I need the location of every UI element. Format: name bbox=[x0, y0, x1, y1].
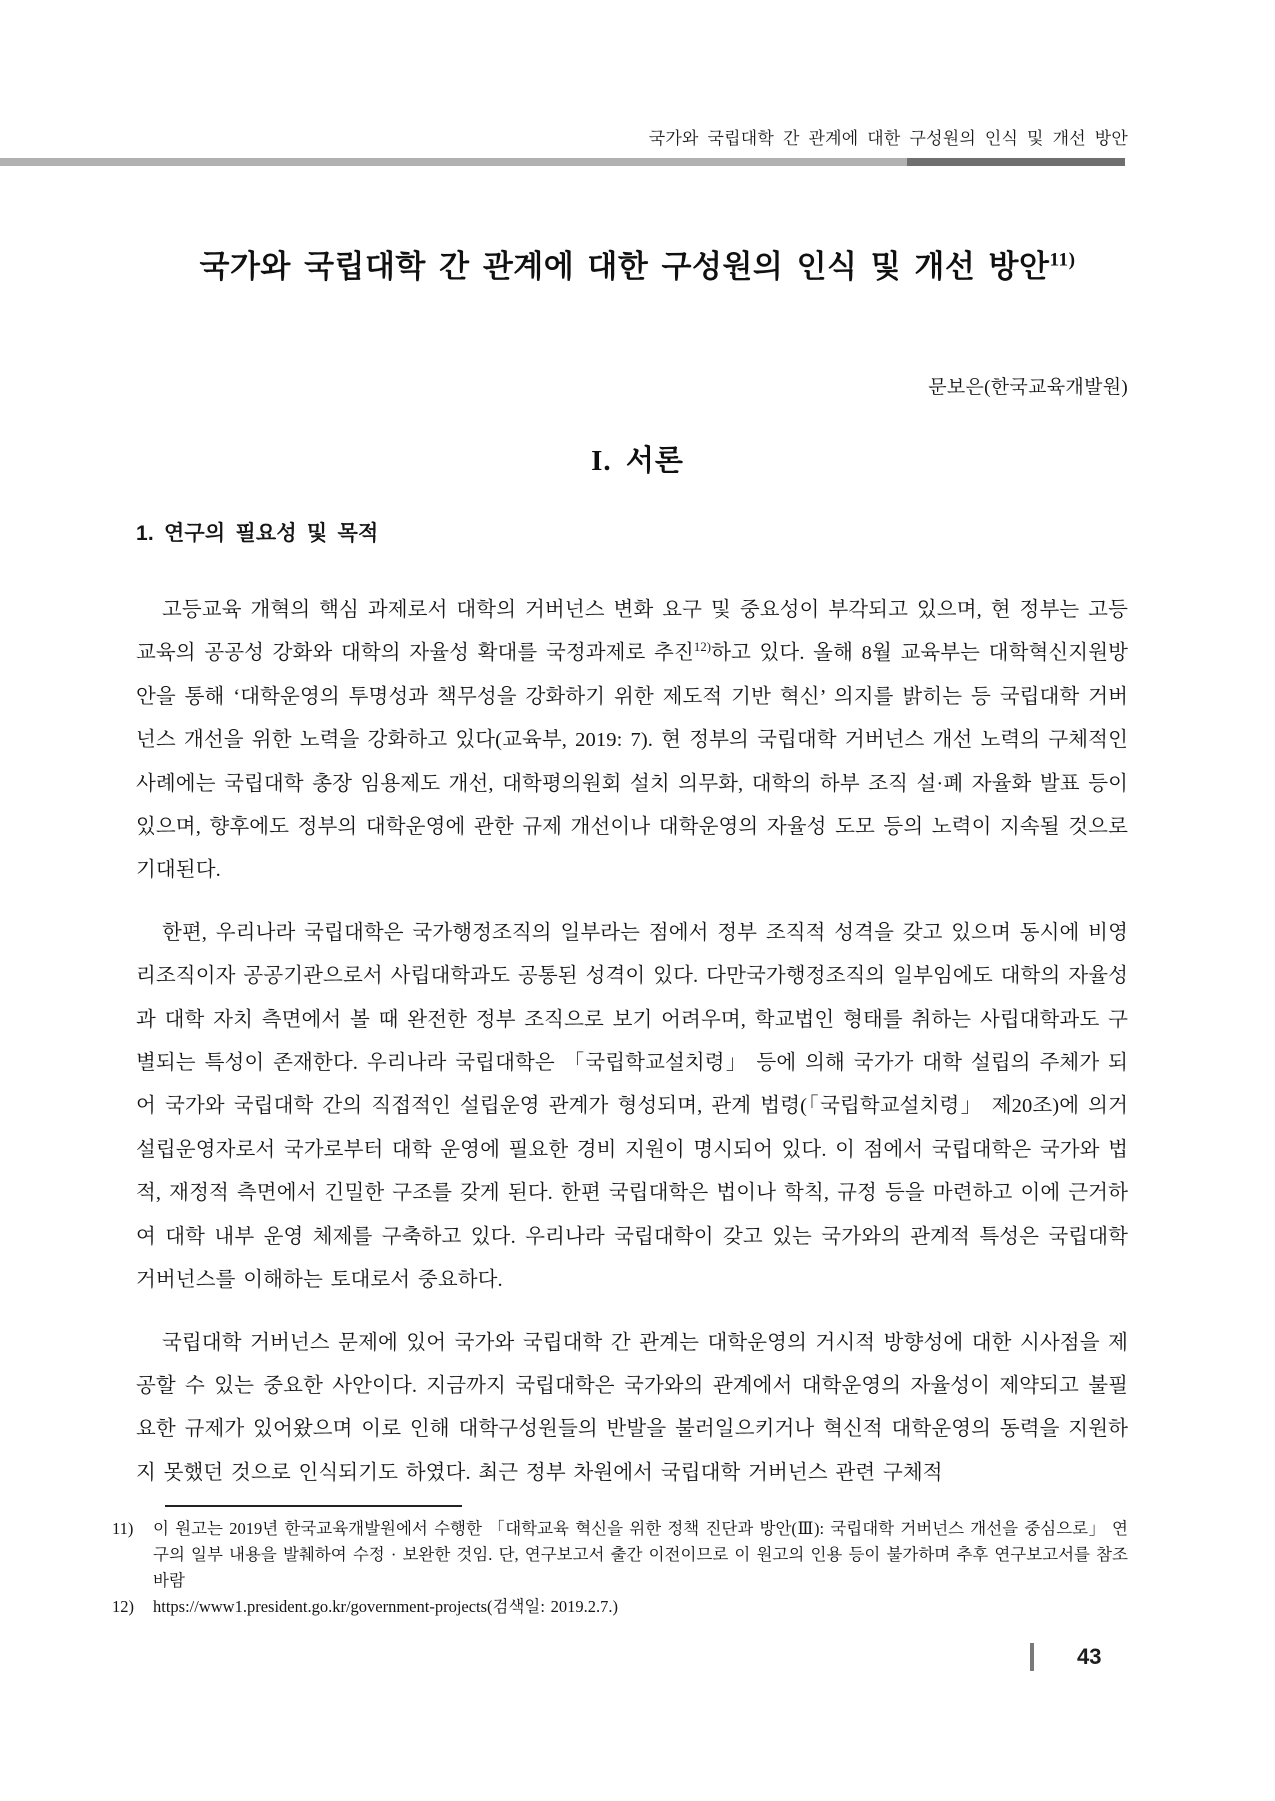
footnote-11-label: 11) bbox=[112, 1519, 134, 1538]
paragraph-3: 국립대학 거버넌스 문제에 있어 국가와 국립대학 간 관계는 대학운영의 거시적 방향성에 대한 시사점을 제공할 수 있는 중요한 사안이다. 지금까지 국립대학은 국가와의 관계에서 대학운영의 자율성이 제약되고 불필요한 규제가 있어왔으며 이로 인해 대학구성원들의 반발을 불러일으키거나 혁신적 대학운영의 동력을 지원하지 못했던 것으로 인식되기도 하였다. 최근 정부 차원에서 국립대학 거버넌스 관련 구체적 bbox=[136, 1331, 1128, 1484]
paragraph-1 bbox=[136, 589, 1128, 893]
header-rule-light-segment bbox=[0, 158, 907, 166]
page-number-bar bbox=[1030, 1643, 1034, 1671]
running-header-title: 국가와 국립대학 간 관계에 대한 구성원의 인식 및 개선 방안 bbox=[648, 129, 1128, 148]
page-number-row bbox=[1030, 1643, 1101, 1671]
footnote-ref-12: 12) bbox=[693, 640, 712, 655]
header-rule-dark-segment bbox=[907, 158, 1125, 166]
article-title bbox=[0, 241, 1275, 286]
footnote-separator bbox=[165, 1505, 462, 1507]
title-footnote-ref: 11) bbox=[1049, 249, 1076, 271]
footnote-12-text: https://www1.president.go.kr/government-projects(검색일: 2019.2.7.) bbox=[153, 1597, 618, 1616]
footnote-12 bbox=[112, 1594, 1128, 1620]
footnote-12-label: 12) bbox=[112, 1597, 134, 1616]
paragraph-1-text-before-ref: 고등교육 개혁의 핵심 과제로서 대학의 거버넌스 변화 요구 및 중요성이 부각되고 있으며, 현 정부는 고등교육의 공공성 강화와 대학의 자율성 확대를 국정과제로 추진 bbox=[136, 599, 1128, 665]
footnotes-section bbox=[112, 1505, 1128, 1620]
article-title-text: 국가와 국립대학 간 관계에 대한 구성원의 인식 및 개선 방안 bbox=[199, 249, 1050, 284]
paragraph-2: 한편, 우리나라 국립대학은 국가행정조직의 일부라는 점에서 정부 조직적 성격을 갖고 있으며 동시에 비영리조직이자 공공기관으로서 사립대학과도 공통된 성격이 있다. 다만국가행정조직의 일부임에도 대학의 자율성과 대학 자치 측면에서 볼 때 완전한 정부 조직으로 보기 어려우며, 학교법인 형태를 취하는 사립대학과도 구별되는 특성이 존재한다. 우리나라 국립대학은 「국립학교설치령」 등에 의해 국가가 대학 설립의 주체가 되어 국가와 국립대학 간의 직접적인 설립운영 관계가 형성되며, 관계 법령(「국립학교설치령」 제20조)에 의거 설립운영자로서 국가로부터 대학 운영에 필요한 경비 지원이 명시되어 있다. 이 점에서 국립대학은 국가와 법적, 재정적 측면에서 긴밀한 구조를 갖게 된다. 한편 국립대학은 법이나 학칙, 규정 등을 마련하고 이에 근거하여 대학 내부 운영 체제를 구축하고 있다. 우리나라 국립대학이 갖고 있는 국가와의 관계적 특성은 국립대학 거버넌스를 이해하는 토대로서 중요하다. bbox=[136, 921, 1128, 1292]
article-body bbox=[136, 589, 1128, 1514]
paragraph-1-text-after-ref: 하고 있다. 올해 8월 교육부는 대학혁신지원방안을 통해 ‘대학운영의 투명성과 책무성을 강화하기 위한 제도적 기반 혁신’ 의지를 밝히는 등 국립대학 거버넌스 개선을 위한 노력을 강화하고 있다(교육부, 2019: 7). 현 정부의 국립대학 거버넌스 개선 노력의 구체적인 사례에는 국립대학 총장 임용제도 개선, 대학평의원회 설치 의무화, 대학의 하부 조직 설·폐 자율화 발표 등이 있으며, 향후에도 정부의 대학운영에 관한 규제 개선이나 대학운영의 자율성 도모 등의 노력이 지속될 것으로 기대된다. bbox=[136, 642, 1129, 882]
section-heading: I. 서론 bbox=[591, 445, 684, 477]
subsection-heading: 1. 연구의 필요성 및 목적 bbox=[136, 522, 379, 545]
footnote-11-text: 이 원고는 2019년 한국교육개발원에서 수행한 「대학교육 혁신을 위한 정책 진단과 방안(Ⅲ): 국립대학 거버넌스 개선을 중심으로」 연구의 일부 내용을 발췌하여 수정 · 보완한 것임. 단, 연구보고서 출간 이전이므로 이 원고의 인용 등이 불가하며 추후 연구보고서를 참조 바람 bbox=[153, 1519, 1128, 1590]
header-rule bbox=[0, 158, 1125, 166]
footnote-11 bbox=[112, 1516, 1128, 1594]
author-line: 문보은(한국교육개발원) bbox=[928, 377, 1128, 398]
page-number: 43 bbox=[1077, 1644, 1102, 1669]
